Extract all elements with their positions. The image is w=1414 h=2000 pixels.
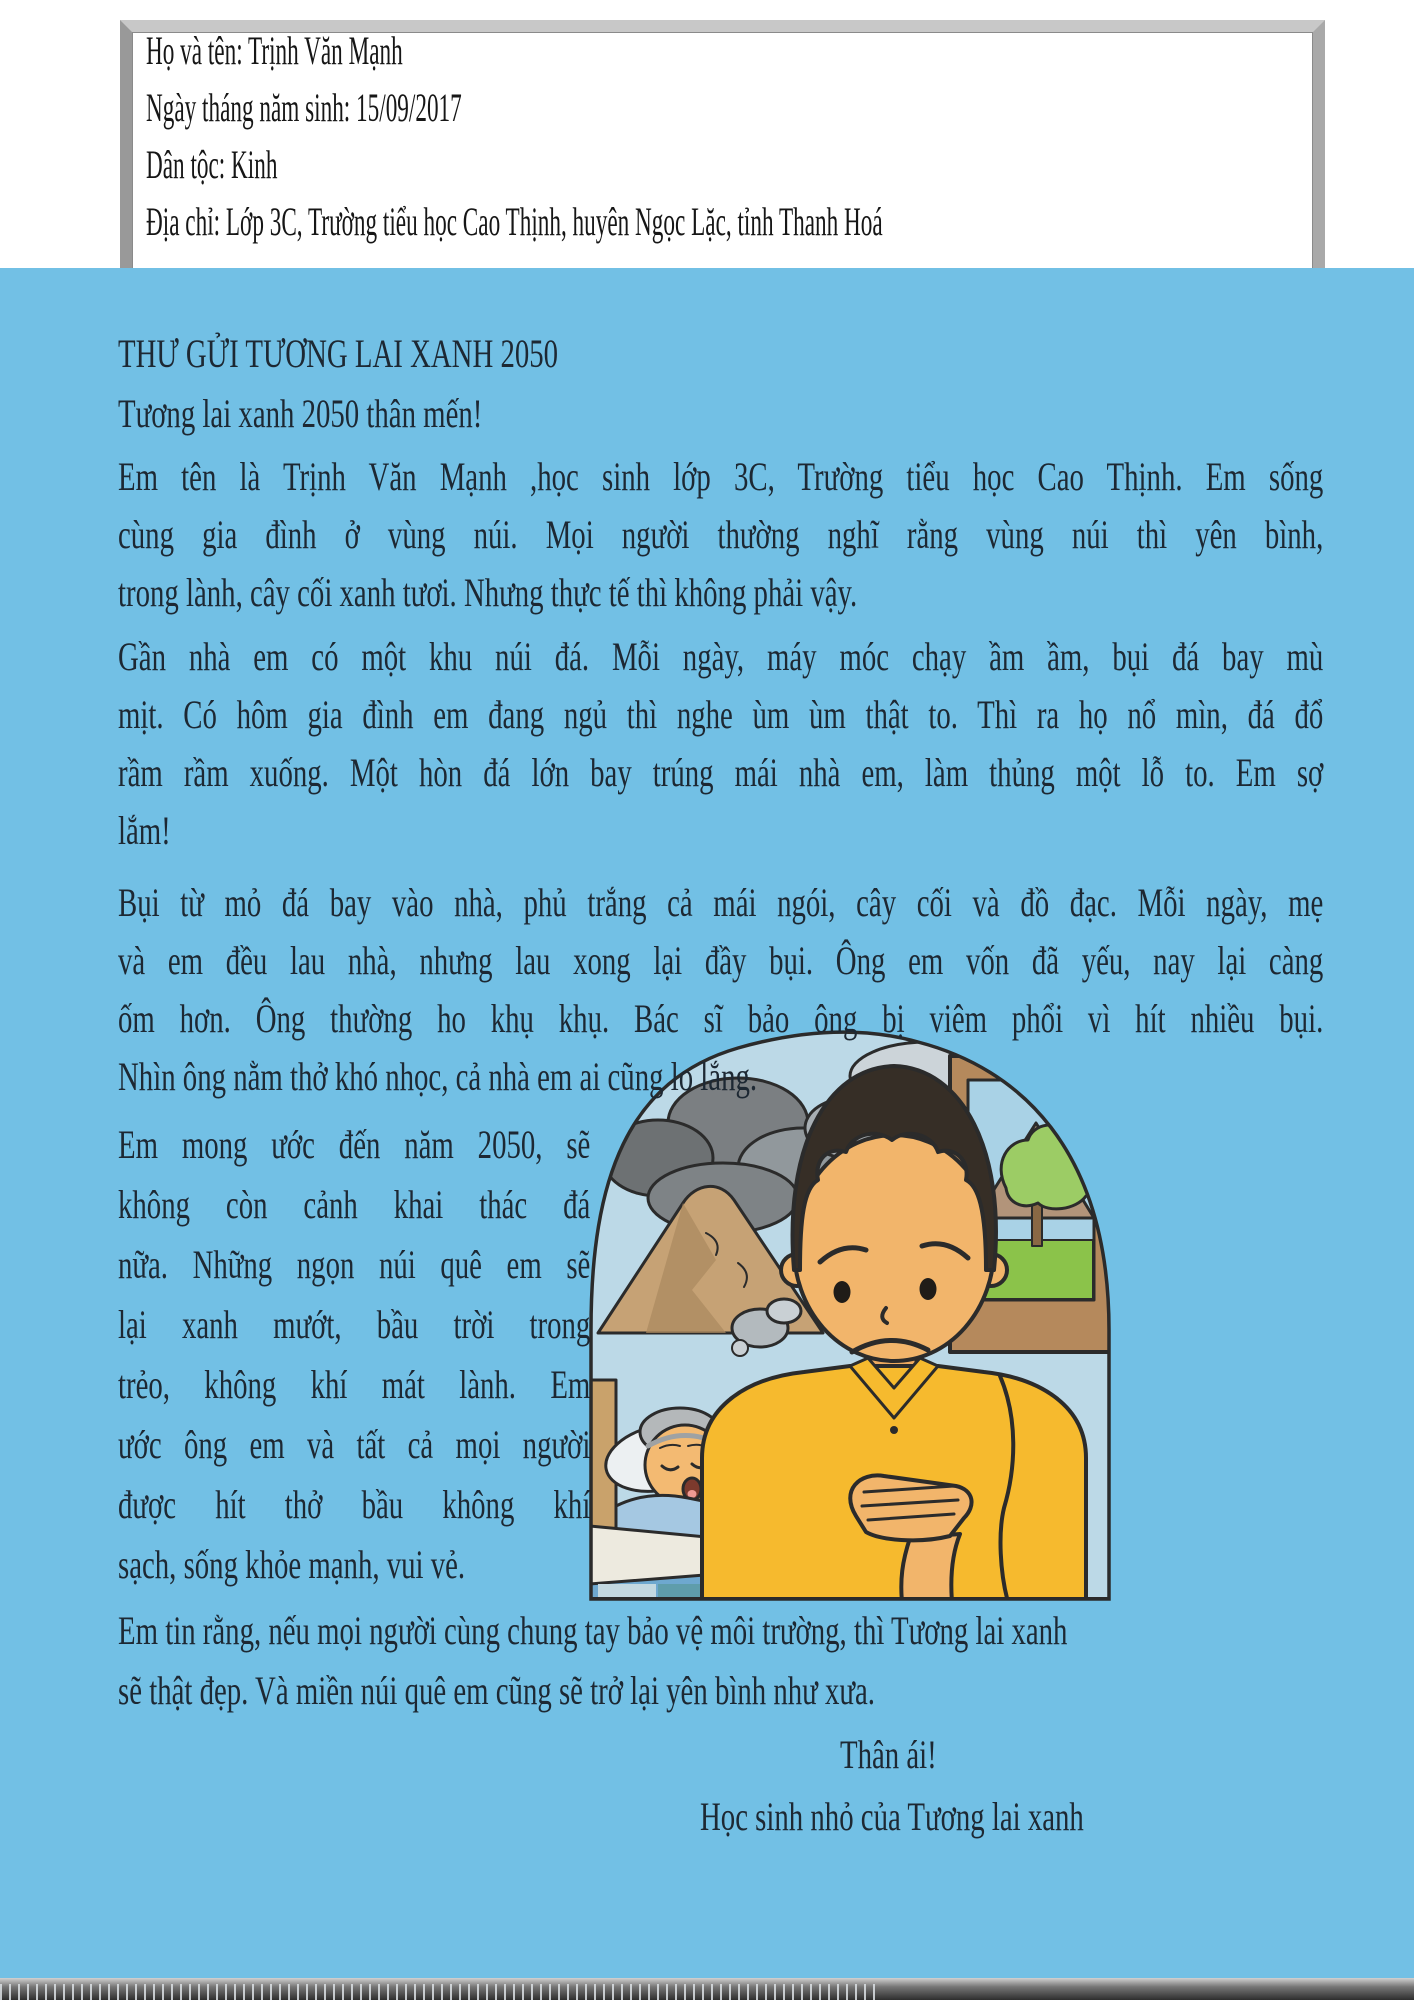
paragraph-line: Nhìn ông nằm thở khó nhọc, cả nhà em ai cũng lo lắng.: [118, 1054, 758, 1099]
student-ethnic-line: Dân tộc: Kinh: [146, 142, 278, 187]
paragraph-line: ước ông em và tất cả mọi người: [118, 1422, 591, 1467]
paragraph-line: cùng gia đình ở vùng núi. Mọi người thường nghĩ rằng vùng núi thì yên bình,: [118, 512, 1324, 557]
paragraph-line: Em mong ước đến năm 2050, sẽ: [118, 1122, 591, 1167]
paragraph-line: lắm!: [118, 808, 171, 853]
paragraph-line: lại xanh mướt, bầu trời trong: [118, 1302, 591, 1347]
paragraph-line: sạch, sống khỏe mạnh, vui vẻ.: [118, 1542, 466, 1587]
paragraph-line: nữa. Những ngọn núi quê em sẽ: [118, 1242, 591, 1287]
paragraph-line: Gần nhà em có một khu núi đá. Mỗi ngày, máy móc chạy ầm ầm, bụi đá bay mù: [118, 634, 1324, 679]
student-dob-line: Ngày tháng năm sinh: 15/09/2017: [146, 85, 462, 130]
paragraph-line: được hít thở bầu không khí: [118, 1482, 591, 1527]
paragraph-line: mịt. Có hôm gia đình em đang ngủ thì nghe ùm ùm thật to. Thì ra họ nổ mìn, đá đổ: [118, 692, 1324, 737]
boy-face: [794, 1135, 994, 1361]
letter-illustration: [588, 1028, 1112, 1602]
letter-greeting: Tương lai xanh 2050 thân mến!: [118, 391, 483, 436]
letter-signoff: Thân ái!: [840, 1732, 937, 1777]
student-name-line: Họ và tên: Trịnh Văn Mạnh: [146, 28, 403, 73]
board-tray-binding-strip: [0, 1978, 1414, 2000]
paragraph-line: ốm hơn. Ông thường ho khụ khụ. Bác sĩ bảo ông bị viêm phổi vì hít nhiều bụi.: [118, 996, 1324, 1041]
letter-signature: Học sinh nhỏ của Tương lai xanh: [700, 1794, 1084, 1839]
paragraph-line: Em tên là Trịnh Văn Mạnh ,học sinh lớp 3C, Trường tiểu học Cao Thịnh. Em sống: [118, 454, 1324, 499]
paragraph-line: trẻo, không khí mát lành. Em: [118, 1362, 591, 1407]
paragraph-line: sẽ thật đẹp. Và miền núi quê em cũng sẽ trở lại yên bình như xưa.: [118, 1668, 875, 1713]
paragraph-line: không còn cảnh khai thác đá: [118, 1182, 591, 1227]
paragraph-line: rầm rầm xuống. Một hòn đá lớn bay trúng mái nhà em, làm thủng một lỗ to. Em sợ: [118, 750, 1324, 795]
letter-title: THƯ GỬI TƯƠNG LAI XANH 2050: [118, 331, 559, 376]
student-address-line: Địa chỉ: Lớp 3C, Trường tiểu học Cao Thịnh, huyên Ngọc Lặc, tỉnh Thanh Hoá: [146, 199, 883, 244]
paragraph-line: Bụi từ mỏ đá bay vào nhà, phủ trắng cả mái ngói, cây cối và đồ đạc. Mỗi ngày, mẹ: [118, 880, 1324, 925]
paragraph-line: và em đều lau nhà, nhưng lau xong lại đầy bụi. Ông em vốn đã yếu, nay lại càng: [118, 938, 1324, 983]
paragraph-line: trong lành, cây cối xanh tươi. Nhưng thực tế thì không phải vậy.: [118, 570, 858, 615]
paragraph-line: Em tin rằng, nếu mọi người cùng chung tay bảo vệ môi trường, thì Tương lai xanh: [118, 1608, 1068, 1653]
